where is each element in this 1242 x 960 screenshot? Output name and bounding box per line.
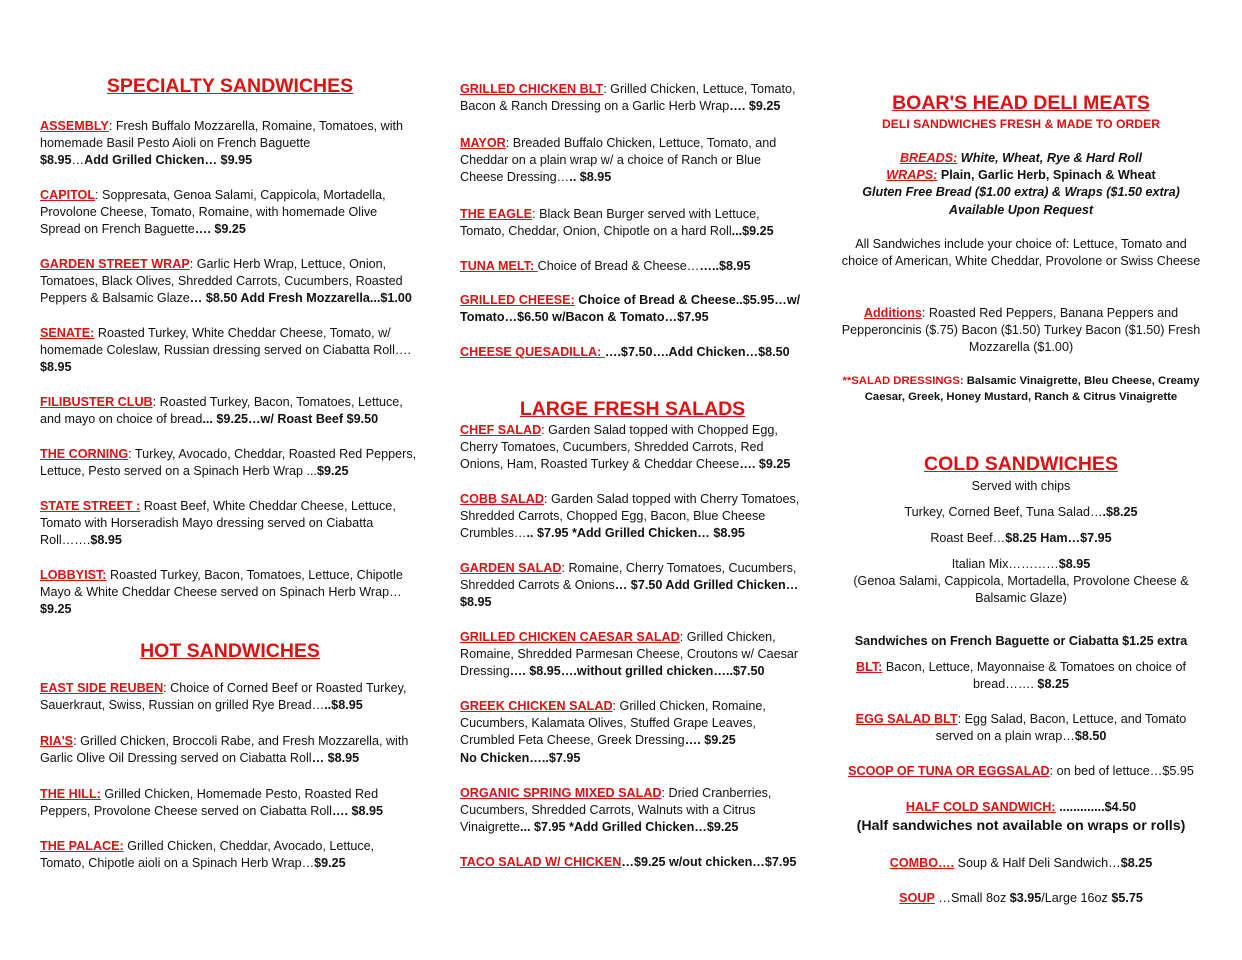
item-name: TACO SALAD W/ CHICKEN: [460, 855, 622, 869]
sandwich-includes-text: All Sandwiches include your choice of: Lettuce, Tomato and choice of American, White Cheddar, Provolone or Swiss Cheese: [841, 237, 1201, 269]
item-name: GARDEN STREET WRAP: [40, 257, 190, 271]
menu-item-the-hill: THE HILL: Grilled Chicken, Homemade Pesto, Roasted Red Peppers, Provolone Cheese served on Ciabatta Roll…. $8.95: [40, 787, 384, 819]
menu-item-cobb-salad: COBB SALAD: Garden Salad topped with Cherry Tomatoes, Shredded Carrots, Chopped Egg, Bacon, Blue Cheese Crumbles….. $7.95 *Add Grilled Chicken… $8.95: [460, 492, 800, 541]
cold-line-roast-beef: Roast Beef…$8.25 Ham…$7.95: [930, 531, 1112, 545]
menu-item-capitol: CAPITOL: Soppresata, Genoa Salami, Cappicola, Mortadella, Provolone Cheese, Tomato, Romaine, with homemade Olive Spread on French Baguette…. $9.25: [40, 188, 386, 237]
specialty-sandwiches-title: SPECIALTY SANDWICHES: [106, 75, 354, 97]
item-name: THE HILL:: [40, 787, 101, 801]
item-name: GRILLED CHEESE:: [460, 293, 575, 307]
menu-item-east-side-reuben: EAST SIDE REUBEN: Choice of Corned Beef or Roasted Turkey, Sauerkraut, Swiss, Russian on grilled Rye Bread…..$8.95: [40, 681, 407, 713]
item-name: EAST SIDE REUBEN: [40, 681, 164, 695]
salad-dressings-info: **SALAD DRESSINGS: Balsamic Vinaigrette, Bleu Cheese, Creamy Caesar, Greek, Honey Mustard, Ranch & Citrus Vinaigrette: [842, 375, 1200, 403]
item-name: COBB SALAD: [460, 492, 544, 506]
item-name: SENATE:: [40, 326, 95, 340]
menu-item-the-eagle: THE EAGLE: Black Bean Burger served with Lettuce, Tomato, Cheddar, Onion, Chipotle on a hard Roll...$9.25: [460, 207, 774, 239]
menu-item-garden-street-wrap: GARDEN STREET WRAP: Garlic Herb Wrap, Lettuce, Onion, Tomatoes, Black Olives, Shredded Carrots, Cucumbers, Roasted Peppers & Balsamic Glaze… $8.50 Add Fresh Mozzarella...$1.00: [40, 257, 412, 306]
item-name: LOBBYIST:: [40, 568, 107, 582]
item-name: TUNA MELT:: [460, 259, 538, 273]
item-name: THE CORNING: [40, 447, 129, 461]
menu-item-egg-salad-blt: EGG SALAD BLT: Egg Salad, Bacon, Lettuce, and Tomato served on a plain wrap…$8.50: [855, 712, 1187, 744]
menu-item-blt: BLT: Bacon, Lettuce, Mayonnaise & Tomatoes on choice of bread……. $8.25: [856, 660, 1186, 692]
boars-head-title: BOAR'S HEAD DELI MEATS: [892, 92, 1150, 114]
breads-wraps-info: BREADS: White, Wheat, Rye & Hard Roll WRAPS: Plain, Garlic Herb, Spinach & Wheat Gluten Free Bread ($1.00 extra) & Wraps ($1.50 extra) Available Upon Request: [862, 151, 1180, 217]
menu-item-taco-salad: TACO SALAD W/ CHICKEN…$9.25 w/out chicken…$7.95: [460, 855, 797, 869]
item-name: THE EAGLE: [460, 207, 533, 221]
item-name: MAYOR: [460, 136, 506, 150]
item-name: FILIBUSTER CLUB: [40, 395, 153, 409]
item-name: GARDEN SALAD: [460, 561, 562, 575]
menu-item-the-palace: THE PALACE: Grilled Chicken, Cheddar, Avocado, Lettuce, Tomato, Chipotle aioli on a Spinach Herb Wrap…$9.25: [40, 839, 375, 871]
menu-item-state-street: STATE STREET : Roast Beef, White Cheddar Cheese, Lettuce, Tomato with Horseradish Mayo dressing served on Ciabatta Roll…….$8.95: [40, 499, 396, 548]
menu-item-garden-salad: GARDEN SALAD: Romaine, Cherry Tomatoes, Cucumbers, Shredded Carrots & Onions… $7.50 Add Grilled Chicken… $8.95: [460, 561, 799, 610]
menu-item-lobbyist: LOBBYIST: Roasted Turkey, Bacon, Tomatoes, Lettuce, Chipotle Mayo & White Cheddar Cheese served on Spinach Herb Wrap…$9.25: [40, 568, 403, 617]
cold-line-turkey: Turkey, Corned Beef, Tuna Salad….$8.25: [904, 505, 1138, 519]
menu-item-tuna-melt: TUNA MELT: Choice of Bread & Cheese……..$8.95: [460, 259, 751, 273]
cold-subtitle: Served with chips: [971, 479, 1071, 493]
menu-item-soup: SOUP …Small 8oz $3.95/Large 16oz $5.75: [899, 891, 1143, 905]
item-name: GRILLED CHICKEN CAESAR SALAD: [460, 630, 680, 644]
menu-item-assembly: ASSEMBLY: Fresh Buffalo Mozzarella, Romaine, Tomatoes, with homemade Basil Pesto Aioli on French Baguette $8.95…Add Grilled Chicken… $9.95: [40, 119, 404, 168]
item-name: RIA'S: [40, 734, 74, 748]
menu-item-cheese-quesadilla: CHEESE QUESADILLA: ….$7.50….Add Chicken…$8.50: [460, 345, 790, 359]
menu-item-grilled-cheese: GRILLED CHEESE: Choice of Bread & Cheese..$5.95…w/ Tomato…$6.50 w/Bacon & Tomato…$7.95: [460, 293, 801, 325]
cold-sandwiches-title: COLD SANDWICHES: [924, 453, 1118, 475]
large-fresh-salads-title: LARGE FRESH SALADS: [519, 398, 746, 420]
menu-item-chef-salad: CHEF SALAD: Garden Salad topped with Chopped Egg, Cherry Tomatoes, Cucumbers, Shredded Carrots, Red Onions, Ham, Roasted Turkey & Cheddar Cheese…. $9.25: [460, 423, 791, 472]
item-name: CHEF SALAD: [460, 423, 542, 437]
baguette-note: Sandwiches on French Baguette or Ciabatta $1.25 extra: [854, 634, 1188, 648]
item-name: GRILLED CHICKEN BLT: [460, 82, 604, 96]
menu-item-grilled-chicken-blt: GRILLED CHICKEN BLT: Grilled Chicken, Lettuce, Tomato, Bacon & Ranch Dressing on a Garlic Herb Wrap…. $9.25: [460, 82, 796, 114]
item-name: THE PALACE:: [40, 839, 124, 853]
menu-item-organic-spring-mixed-salad: ORGANIC SPRING MIXED SALAD: Dried Cranberries, Cucumbers, Shredded Carrots, Walnuts with a Citrus Vinaigrette... $7.95 *Add Grilled Chicken…$9.25: [460, 786, 772, 835]
menu-item-scoop: SCOOP OF TUNA OR EGGSALAD: on bed of lettuce…$5.95: [848, 764, 1194, 778]
deli-subtitle: DELI SANDWICHES FRESH & MADE TO ORDER: [881, 117, 1161, 131]
item-name: GREEK CHICKEN SALAD: [460, 699, 613, 713]
menu-item-greek-chicken-salad: GREEK CHICKEN SALAD: Grilled Chicken, Romaine, Cucumbers, Kalamata Olives, Stuffed Grape Leaves, Crumbled Feta Cheese, Greek Dressing…. $9.25 No Chicken…..$7.95: [460, 699, 766, 765]
menu-item-combo: COMBO…. Soup & Half Deli Sandwich…$8.25: [889, 856, 1153, 870]
item-name: ASSEMBLY: [40, 119, 109, 133]
hot-sandwiches-title: HOT SANDWICHES: [140, 640, 320, 662]
menu-item-filibuster-club: FILIBUSTER CLUB: Roasted Turkey, Bacon, Tomatoes, Lettuce, and mayo on choice of bread... $9.25…w/ Roast Beef $9.50: [40, 395, 403, 427]
menu-item-half-cold-sandwich: HALF COLD SANDWICH: .............$4.50: [905, 800, 1137, 814]
menu-item-senate: SENATE: Roasted Turkey, White Cheddar Cheese, Tomato, w/ homemade Coleslaw, Russian dressing served on Ciabatta Roll…. $8.95: [40, 326, 411, 375]
menu-item-the-corning: THE CORNING: Turkey, Avocado, Cheddar, Roasted Red Peppers, Lettuce, Pesto served on a Spinach Herb Wrap ...$9.25: [40, 447, 417, 479]
menu-item-rias: RIA'S: Grilled Chicken, Broccoli Rabe, and Fresh Mozzarella, with Garlic Olive Oil Dressing served on Ciabatta Roll… $8.95: [40, 734, 409, 766]
menu-item-mayor: MAYOR: Breaded Buffalo Chicken, Lettuce, Tomato, and Cheddar on a plain wrap w/ a choice of Ranch or Blue Cheese Dressing….. $8.95: [460, 136, 777, 185]
cold-line-italian: Italian Mix…………$8.95 (Genoa Salami, Cappicola, Mortadella, Provolone Cheese & Balsamic Glaze): [853, 557, 1189, 606]
additions-info: Additions: Roasted Red Peppers, Banana Peppers and Pepperoncinis ($.75) Bacon ($1.50) Turkey Bacon ($1.50) Fresh Mozzarella ($1.00): [841, 306, 1201, 355]
menu-item-grilled-chicken-caesar-salad: GRILLED CHICKEN CAESAR SALAD: Grilled Chicken, Romaine, Shredded Parmesan Cheese, Croutons w/ Caesar Dressing…. $8.95….without grilled chicken…..$7.50: [460, 630, 799, 679]
item-name: CAPITOL: [40, 188, 96, 202]
half-sandwich-note: (Half sandwiches not available on wraps or rolls): [856, 818, 1186, 834]
item-name: STATE STREET :: [40, 499, 141, 513]
item-name: CHEESE QUESADILLA:: [460, 345, 605, 359]
item-name: ORGANIC SPRING MIXED SALAD: [460, 786, 662, 800]
